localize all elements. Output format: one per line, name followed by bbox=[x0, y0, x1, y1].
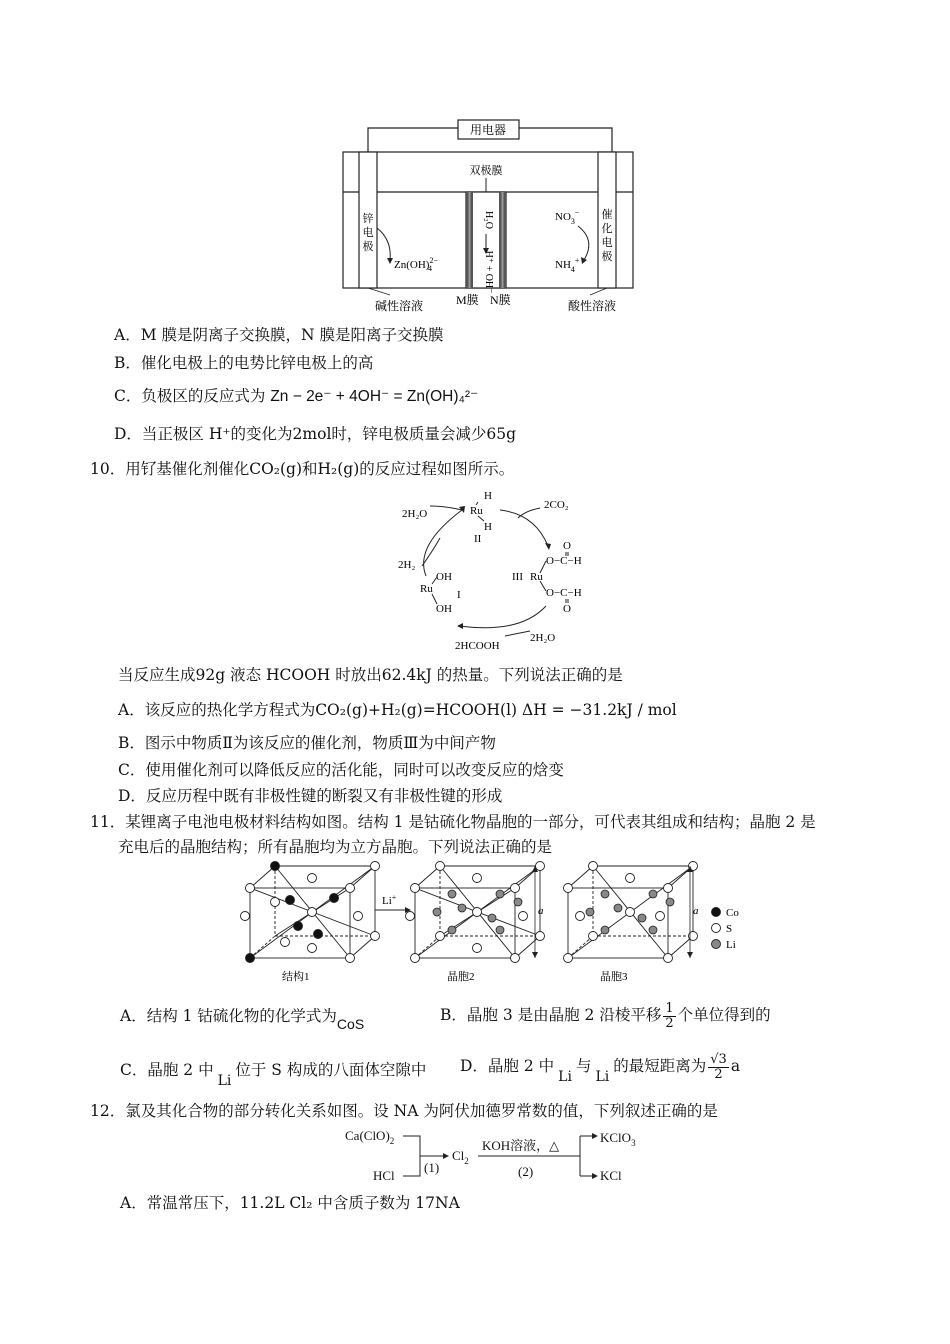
cycle-water-in: 2H₂O bbox=[530, 632, 556, 644]
q10-option-a: A．该反应的热化学方程式为CO₂(g)+H₂(g)=HCOOH(l) ΔH = −31.2kJ / mol bbox=[118, 701, 677, 719]
q11-option-c-text: C．晶胞 2 中 bbox=[120, 1061, 214, 1079]
cycle-water-out: 2H₂O bbox=[402, 508, 428, 520]
q11-option-d-li2: Li bbox=[595, 1069, 610, 1085]
ammonium-label: $NH_4^+$ bbox=[555, 256, 580, 274]
q11-option-a bbox=[120, 1006, 365, 1032]
legend-s: S bbox=[726, 923, 733, 935]
cycle-ocoh-top: O−C−H bbox=[546, 555, 582, 567]
cycle-co2-in: 2CO₂ bbox=[544, 499, 569, 511]
q11-option-d-text-mid: 的最短距离为 bbox=[613, 1057, 707, 1075]
caclo-label: $Ca(ClO)_2$ bbox=[345, 1128, 395, 1146]
m-membrane-label: M膜 bbox=[456, 293, 479, 307]
ions-label: H⁺ + OH⁻ bbox=[483, 250, 494, 294]
n-membrane-label: N膜 bbox=[490, 293, 511, 307]
cycle-oh-2: OH bbox=[436, 603, 452, 615]
svg-text:化: 化 bbox=[601, 223, 613, 235]
crystal-structures-diagram bbox=[0, 858, 950, 988]
step1-label: (1) bbox=[424, 1160, 440, 1175]
svg-text:极: 极 bbox=[362, 241, 374, 253]
step2-label: (2) bbox=[518, 1164, 534, 1179]
q11-option-d-li1: Li bbox=[558, 1069, 572, 1085]
acidic-label: 酸性溶液 bbox=[568, 299, 617, 313]
q9-option-b: B．催化电极上的电势比锌电极上的高 bbox=[114, 354, 374, 372]
cycle-roman-3: III bbox=[512, 571, 523, 583]
cycle-h2-in: 2H₂ bbox=[398, 559, 416, 571]
cycle-o-top: O bbox=[563, 540, 571, 552]
cycle-roman-1: I bbox=[457, 589, 461, 601]
cycle-roman-2: II bbox=[474, 533, 482, 545]
cycle-o-bottom: O bbox=[563, 603, 571, 615]
q10-option-b: B．图示中物质Ⅱ为该反应的催化剂，物质Ⅲ为中间产物 bbox=[118, 734, 496, 752]
water-label: H₂O bbox=[483, 211, 494, 229]
q11-option-a-formula: CoS bbox=[336, 1016, 365, 1032]
catalytic-cycle-diagram bbox=[0, 486, 950, 656]
q9-option-c bbox=[114, 386, 478, 407]
q11-option-d-fraction bbox=[708, 1053, 729, 1082]
cycle-h-top: H bbox=[484, 490, 492, 502]
svg-text:电: 电 bbox=[601, 237, 613, 249]
cell2-a-label: a bbox=[538, 905, 544, 917]
legend-co: Co bbox=[726, 907, 739, 919]
q11-option-b-fraction bbox=[663, 1002, 675, 1031]
q11-option-b-text-end: 个单位得到的 bbox=[677, 1006, 771, 1024]
li-arrow-label: Li+ bbox=[382, 893, 397, 907]
appliance-label: 用电器 bbox=[469, 123, 507, 137]
q11-option-d-text: D．晶胞 2 中 bbox=[460, 1057, 555, 1075]
q10-option-c: C．使用催化剂可以降低反应的活化能，同时可以改变反应的焓变 bbox=[118, 761, 564, 779]
q11-option-b-text: B．晶胞 3 是由晶胞 2 沿棱平移 bbox=[440, 1006, 662, 1024]
cell3-a-label: a bbox=[693, 905, 699, 917]
q11-stem-line2: 充电后的晶胞结构；所有晶胞均为立方晶胞。下列说法正确的是 bbox=[118, 838, 553, 856]
zinc-electrode-label bbox=[363, 211, 374, 253]
bipolar-label: 双极膜 bbox=[469, 165, 503, 177]
kcl-label: KCl bbox=[600, 1168, 622, 1183]
q11-option-b bbox=[440, 1000, 771, 1040]
structure1-caption: 结构1 bbox=[282, 971, 310, 983]
svg-text:电: 电 bbox=[362, 227, 374, 239]
q11-option-d-unit: a bbox=[730, 1057, 741, 1075]
cell2-caption: 晶胞2 bbox=[447, 971, 475, 983]
q11-option-c bbox=[120, 1060, 427, 1089]
q11-option-d bbox=[460, 1048, 740, 1092]
q11-option-d-and: 与 bbox=[575, 1057, 592, 1075]
cycle-hcooh-out: 2HCOOH bbox=[455, 640, 500, 652]
cell3-caption: 晶胞3 bbox=[600, 971, 628, 983]
cycle-oh-1: OH bbox=[436, 571, 452, 583]
alkaline-label: 碱性溶液 bbox=[375, 299, 424, 313]
q11-option-c-li: Li bbox=[217, 1073, 232, 1089]
fraction-denominator: 2 bbox=[714, 1066, 723, 1082]
q11-stem-line1: 11．某锂离子电池电极材料结构如图。结构 1 是钴硫化物晶胞的一部分，可代表其组成和结构；晶胞 2 是 bbox=[90, 813, 816, 831]
cycle-ocoh-bottom: O−C−H bbox=[546, 587, 582, 599]
cycle-ru-2: Ru bbox=[470, 505, 483, 517]
cl2-label: $Cl_2$ bbox=[452, 1148, 469, 1166]
svg-text:极: 极 bbox=[601, 251, 613, 263]
q11-option-c-text-end: 位于 S 构成的八面体空隙中 bbox=[235, 1061, 427, 1079]
fraction-denominator: 2 bbox=[665, 1015, 674, 1031]
cell-diagram bbox=[0, 110, 950, 430]
q9-option-a: A．M 膜是阴离子交换膜，N 膜是阳离子交换膜 bbox=[114, 326, 444, 344]
zincate-label: Zn(OH)$^{2-}$ 4 bbox=[394, 256, 438, 273]
hcl-label: HCl bbox=[373, 1168, 395, 1183]
legend-li: Li bbox=[726, 939, 736, 951]
q11-option-a-text: A．结构 1 钴硫化物的化学式为 bbox=[120, 1007, 337, 1025]
fraction-numerator: √3 bbox=[710, 1051, 727, 1067]
cycle-h-bottom: H bbox=[484, 521, 492, 533]
svg-text:催: 催 bbox=[601, 209, 613, 221]
q9-option-c-text: C．负极区的反应式为 bbox=[114, 387, 266, 405]
svg-text:锌: 锌 bbox=[362, 213, 374, 225]
chlorine-conversion-diagram bbox=[0, 1120, 950, 1190]
cycle-ru-3: Ru bbox=[530, 571, 543, 583]
q12-stem: 12．氯及其化合物的部分转化关系如图。设 NA 为阿伏加德罗常数的值，下列叙述正确的是 bbox=[90, 1102, 718, 1120]
nitrate-label: $NO_3^-$ bbox=[555, 208, 580, 226]
q10-stem: 10．用钌基催化剂催化CO₂(g)和H₂(g)的反应过程如图所示。 bbox=[90, 460, 515, 478]
q9-option-d: D．当正极区 H⁺的变化为2mol时，锌电极质量会减少65g bbox=[114, 425, 517, 443]
q10-option-d: D．反应历程中既有非极性键的断裂又有非极性键的形成 bbox=[118, 787, 503, 805]
q12-option-a: A．常温常压下，11.2L Cl₂ 中含质子数为 17NA bbox=[120, 1194, 460, 1212]
q10-line2: 当反应生成92g 液态 HCOOH 时放出62.4kJ 的热量。下列说法正确的是 bbox=[118, 666, 623, 684]
q9-option-c-equation: Zn − 2e⁻ + 4OH⁻ = Zn(OH)₄²⁻ bbox=[270, 388, 479, 405]
kclo3-label: KClO$_3$ bbox=[600, 1130, 636, 1148]
koh-label: KOH溶液，△ bbox=[482, 1138, 560, 1153]
fraction-numerator: 1 bbox=[665, 1000, 674, 1016]
cycle-ru-1: Ru bbox=[420, 583, 433, 595]
